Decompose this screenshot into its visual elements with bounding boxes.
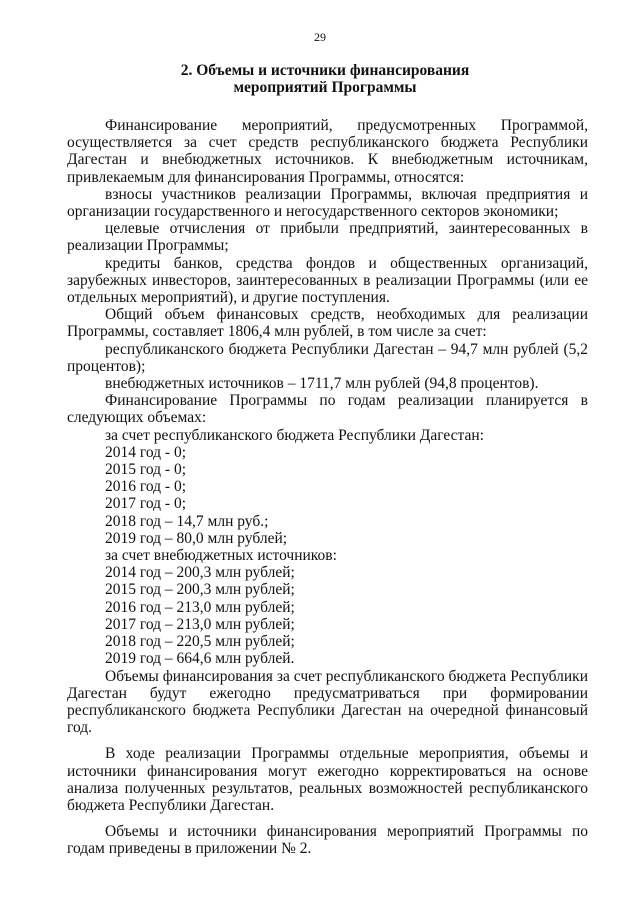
paragraph-spacer xyxy=(67,814,588,823)
paragraph-participant-contributions: взносы участников реализации Программы, включая предприятия и организации государственного и негосударственного секторов экономики; xyxy=(67,185,588,221)
extrabudgetary-year: 2014 год – 200,3 млн рублей; xyxy=(105,564,295,582)
section-heading-line-1: 2. Объемы и источники финансирования xyxy=(180,62,470,79)
paragraph-appendix-reference: Объемы и источники финансирования мероприятий Программы по годам приведены в приложении № 2. xyxy=(67,823,588,858)
extrabudgetary-year: 2019 год – 664,6 млн рублей. xyxy=(105,650,295,668)
republican-budget-year: 2014 год - 0; xyxy=(105,443,187,461)
extrabudgetary-label: за счет внебюджетных источников: xyxy=(105,547,337,565)
extrabudgetary-year: 2017 год – 213,0 млн рублей; xyxy=(105,615,295,633)
page-number: 29 xyxy=(314,30,326,44)
republican-budget-year: 2015 год - 0; xyxy=(105,461,187,479)
extrabudgetary-year: 2015 год – 200,3 млн рублей; xyxy=(105,581,295,599)
paragraph-yearly-plan: Финансирование Программы по годам реализации планируется в следующих объемах: xyxy=(67,392,588,427)
paragraph-spacer xyxy=(67,736,588,745)
section-body xyxy=(67,117,588,858)
paragraph-bank-credits: кредиты банков, средства фондов и общественных организаций, зарубежных инвесторов, заинтересованных в реализации Программы (или ее отдельных мероприятий), и другие поступления. xyxy=(67,254,588,307)
extrabudgetary-year: 2016 год – 213,0 млн рублей; xyxy=(105,598,295,616)
paragraph-financing-sources: Финансирование мероприятий, предусмотренных Программой, осуществляется за счет средств республиканского бюджета Республики Дагестан и внебюджетных источников. К внебюджетным источникам, привлекаемым для финансирования Программы, относятся: xyxy=(67,117,588,186)
section-heading-line-2: мероприятий Программы xyxy=(233,79,417,96)
republican-budget-year: 2016 год - 0; xyxy=(105,478,187,496)
republican-budget-label: за счет республиканского бюджета Республики Дагестан: xyxy=(105,426,484,444)
paragraph-profit-deductions: целевые отчисления от прибыли предприятий, заинтересованных в реализации Программы; xyxy=(67,220,588,255)
republican-budget-year: 2019 год – 80,0 млн рублей; xyxy=(105,529,288,547)
paragraph-extrabudgetary-share: внебюджетных источников – 1711,7 млн рублей (94,8 процентов). xyxy=(105,375,539,393)
paragraph-total-volume: Общий объем финансовых средств, необходимых для реализации Программы, составляет 1806,4 млн рублей, в том числе за счет: xyxy=(67,306,588,341)
republican-budget-year: 2017 год - 0; xyxy=(105,495,187,513)
republican-budget-year: 2018 год – 14,7 млн руб.; xyxy=(105,512,269,530)
extrabudgetary-year: 2018 год – 220,5 млн рублей; xyxy=(105,633,295,651)
paragraph-annual-provision: Объемы финансирования за счет республиканского бюджета Республики Дагестан будут ежегодно предусматриваться при формировании республиканского бюджета Республики Дагестан на очередной финансовый год. xyxy=(67,667,588,737)
paragraph-republican-share: республиканского бюджета Республики Дагестан – 94,7 млн рублей (5,2 процентов); xyxy=(67,340,588,375)
paragraph-adjustments: В ходе реализации Программы отдельные мероприятия, объемы и источники финансирования могут ежегодно корректироваться на основе анализа полученных результатов, реальных возможностей республиканского бюджета Республики Дагестан. xyxy=(67,745,588,814)
section-heading xyxy=(60,62,590,96)
